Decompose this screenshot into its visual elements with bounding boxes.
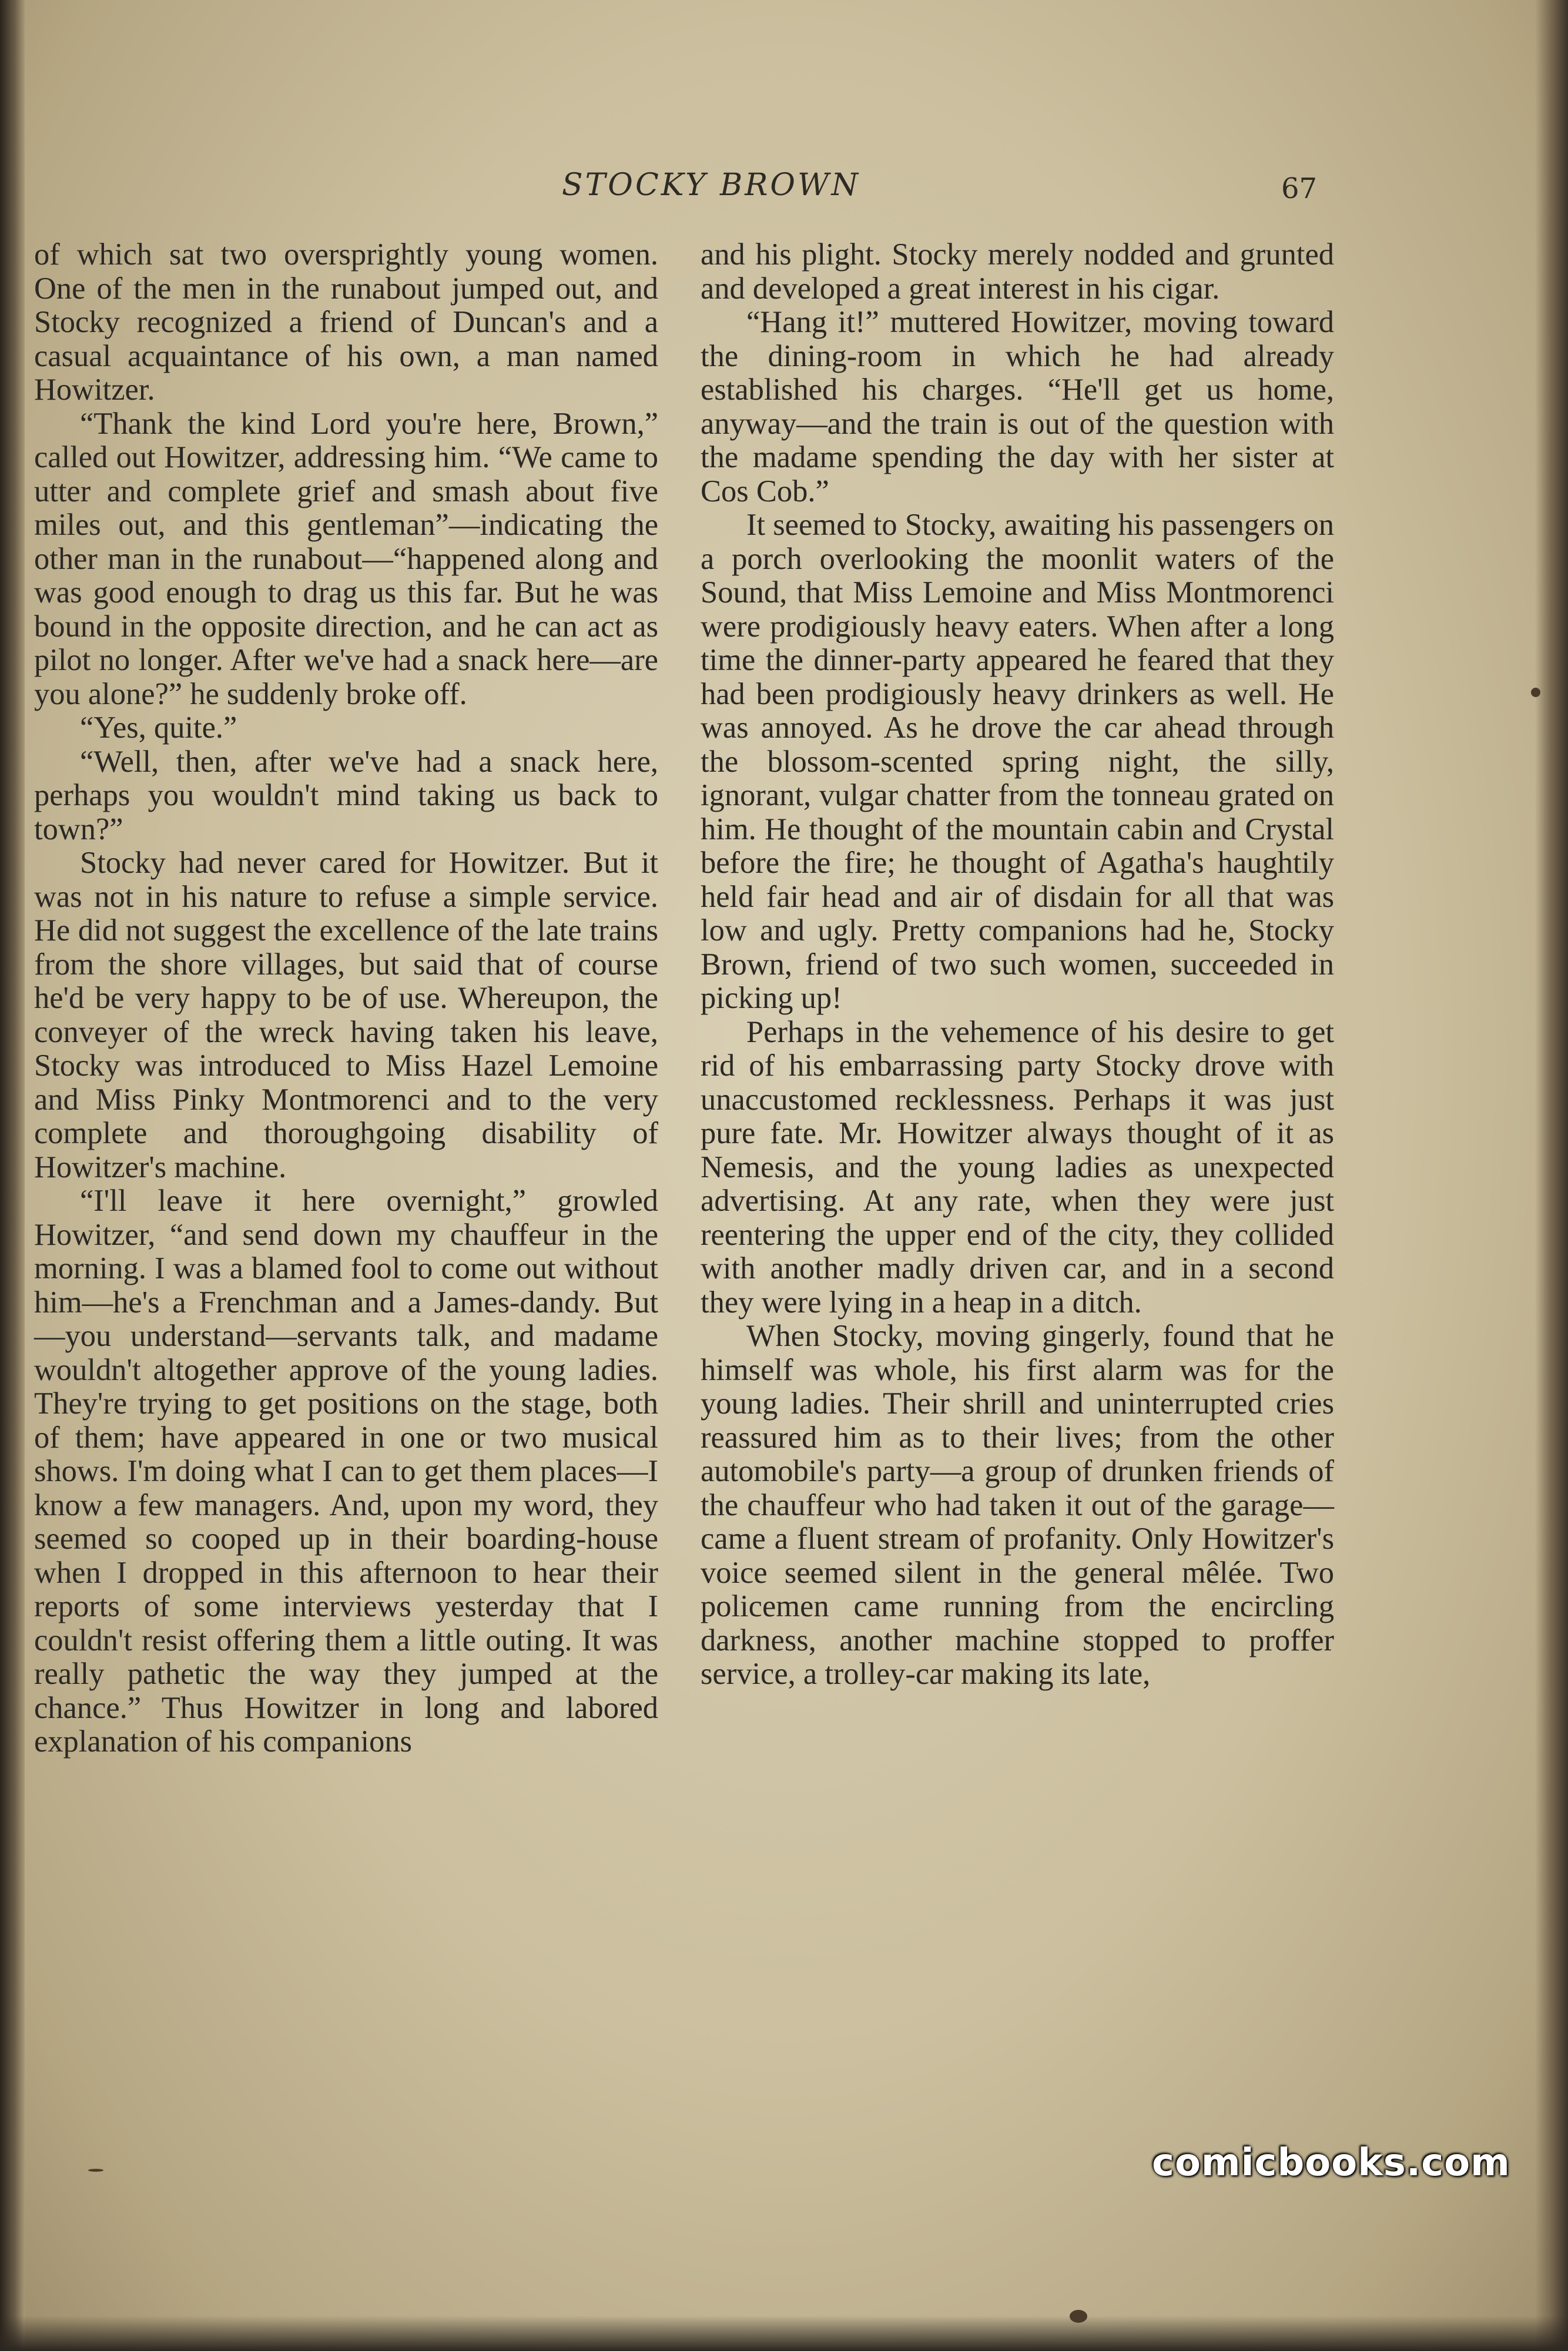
paper-speck [1531,688,1540,697]
page-bottom-shadow [0,2316,1568,2351]
paragraph: Perhaps in the vehemence of his desire to get rid of his embarrassing party Stocky drove with unaccustomed recklessness. Perhaps it was just pure fate. Mr. Howitzer always thought of it as Nemesis, and the young ladies as unexpected advertising. At any rate, when they were just reentering the upper end of the city, they collided with another madly driven car, and in a second they were lying in a heap in a ditch. [701,1014,1334,1319]
left-text-column [34,238,658,1759]
paragraph: “Thank the kind Lord you're here, Brown,” called out Howitzer, addressing him. “We came to utter and complete grief and smash about five miles out, and this gentleman”—indicating the other man in the runabout—“happened along and was good enough to drag us this far. But he was bound in the opposite direction, and he can act as pilot no longer. After we've had a snack here—are you alone?” he suddenly broke off. [34,406,658,711]
paper-speck [88,2169,103,2172]
paper-speck [1070,2310,1087,2323]
right-text-column [701,238,1334,1692]
paragraph: of which sat two oversprightly young women. One of the men in the runabout jumped out, and Stocky recognized a friend of Duncan's and a casual acquaintance of his own, a man named Howitzer. [34,237,658,407]
paragraph: “Hang it!” muttered Howitzer, moving toward the dining-room in which he had already established his charges. “He'll get us home, anyway—and the train is out of the question with the madame spending the day with her sister at Cos Cob.” [701,305,1334,508]
page-binding-shadow [0,0,25,2351]
paragraph: “I'll leave it here overnight,” growled Howitzer, “and send down my chauffeur in the morning. I was a blamed fool to come out without him—he's a Frenchman and a James-dandy. But—you understand—servants talk, and madame wouldn't altogether approve of the young ladies. They're trying to get positions on the stage, both of them; have appeared in one or two musical shows. I'm doing what I can to get them places—I know a few managers. And, upon my word, they seemed so cooped up in their boarding-house when I dropped in this afternoon to hear their reports of some interviews yesterday that I couldn't resist offering them a little outing. It was really pathetic the way they jumped at the chance.” Thus Howitzer in long and labored explanation of his companions [34,1184,658,1759]
page-edge-shadow [1535,0,1568,2351]
paragraph: When Stocky, moving gingerly, found that he himself was whole, his first alarm was for the young ladies. Their shrill and uninterrupted cries reassured him as to their lives; from the other automobile's party—a group of drunken friends of the chauffeur who had taken it out of the garage—came a fluent stream of profanity. Only Howitzer's voice seemed silent in the general mêlée. Two policemen came running from the encircling darkness, another machine stopped to proffer service, a trolley-car making its late, [701,1319,1334,1691]
running-title: STOCKY BROWN [562,168,860,203]
watermark-text: comicbooks.com [1152,2141,1510,2185]
page-number: 67 [1281,172,1318,205]
paragraph: It seemed to Stocky, awaiting his passengers on a porch overlooking the moonlit waters of the Sound, that Miss Lemoine and Miss Montmorenci were prodigiously heavy eaters. When after a long time the dinner-party appeared he feared that they had been prodigiously heavy drinkers as well. He was annoyed. As he drove the car ahead through the blossom-scented spring night, the silly, ignorant, vulgar chatter from the tonneau grated on him. He thought of the mountain cabin and Crystal before the fire; he thought of Agatha's haughtily held fair head and air of disdain for all that was low and ugly. Pretty companions had he, Stocky Brown, friend of two such women, succeeded in picking up! [701,508,1334,1015]
paragraph: and his plight. Stocky merely nodded and grunted and developed a great interest in his cigar. [701,237,1334,306]
paragraph: “Well, then, after we've had a snack here, perhaps you wouldn't mind taking us back to town?” [34,744,658,846]
paragraph: Stocky had never cared for Howitzer. But it was not in his nature to refuse a simple service. He did not suggest the excellence of the late trains from the shore villages, but said that of course he'd be very happy to be of use. Whereupon, the conveyer of the wreck having taken his leave, Stocky was introduced to Miss Hazel Lemoine and Miss Pinky Montmorenci and to the very complete and thoroughgoing disability of Howitzer's machine. [34,846,658,1184]
paragraph: “Yes, quite.” [80,711,237,745]
